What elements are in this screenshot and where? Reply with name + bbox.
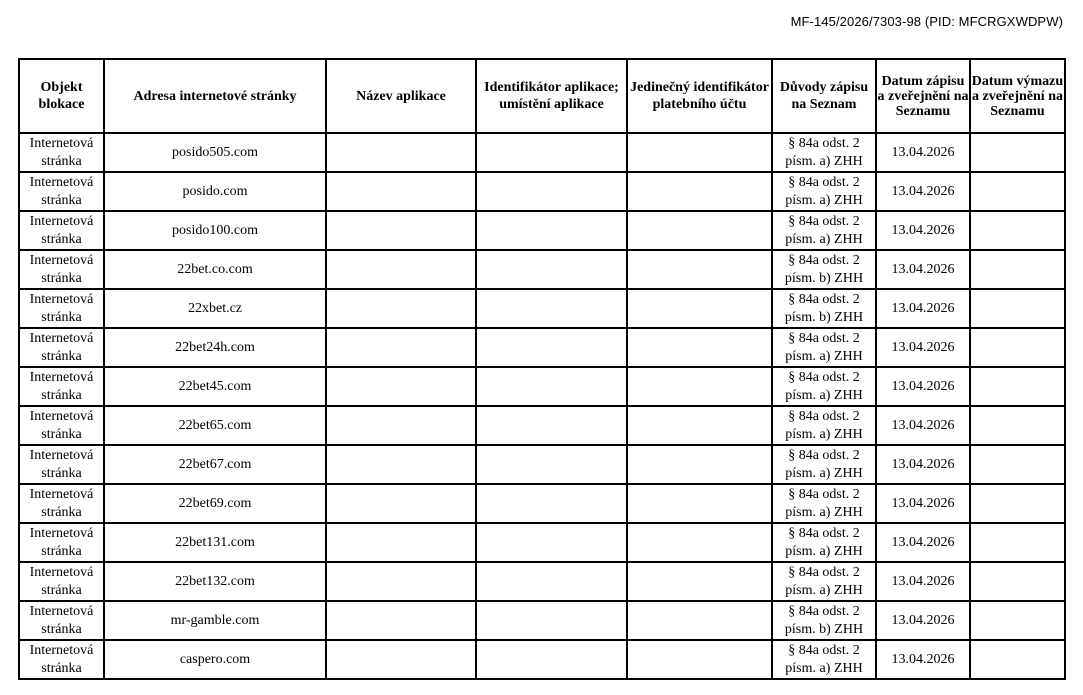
- table-row: [19, 562, 1065, 601]
- cell-object: Internetová stránka: [19, 445, 104, 484]
- cell-reason: § 84a odst. 2 písm. a) ZHH: [772, 523, 876, 562]
- cell-object: Internetová stránka: [19, 250, 104, 289]
- cell-address: 22xbet.cz: [104, 289, 326, 328]
- cell-date-removed: [970, 601, 1065, 640]
- cell-address: 22bet132.com: [104, 562, 326, 601]
- cell-reason: § 84a odst. 2 písm. b) ZHH: [772, 289, 876, 328]
- cell-app-name: [326, 250, 476, 289]
- cell-app-name: [326, 211, 476, 250]
- cell-reason: § 84a odst. 2 písm. b) ZHH: [772, 601, 876, 640]
- cell-payment-id: [627, 406, 772, 445]
- cell-app-id: [476, 328, 627, 367]
- cell-address: 22bet24h.com: [104, 328, 326, 367]
- cell-date-removed: [970, 211, 1065, 250]
- column-header-date-added: Datum zápisu a zveřejnění na Seznamu: [876, 59, 970, 133]
- table-body: [19, 133, 1065, 679]
- cell-reason: § 84a odst. 2 písm. a) ZHH: [772, 172, 876, 211]
- cell-date-added: 13.04.2026: [876, 328, 970, 367]
- cell-date-added: 13.04.2026: [876, 211, 970, 250]
- cell-object: Internetová stránka: [19, 172, 104, 211]
- cell-app-id: [476, 640, 627, 679]
- cell-app-id: [476, 484, 627, 523]
- cell-date-removed: [970, 328, 1065, 367]
- table-row: [19, 445, 1065, 484]
- cell-date-added: 13.04.2026: [876, 523, 970, 562]
- cell-app-name: [326, 328, 476, 367]
- cell-app-id: [476, 523, 627, 562]
- cell-app-name: [326, 367, 476, 406]
- cell-date-added: 13.04.2026: [876, 601, 970, 640]
- cell-payment-id: [627, 640, 772, 679]
- cell-app-id: [476, 406, 627, 445]
- cell-address: caspero.com: [104, 640, 326, 679]
- cell-app-name: [326, 484, 476, 523]
- cell-object: Internetová stránka: [19, 484, 104, 523]
- cell-app-name: [326, 640, 476, 679]
- table-header-row: [19, 59, 1065, 133]
- cell-date-added: 13.04.2026: [876, 406, 970, 445]
- cell-payment-id: [627, 367, 772, 406]
- cell-app-id: [476, 289, 627, 328]
- cell-object: Internetová stránka: [19, 523, 104, 562]
- cell-reason: § 84a odst. 2 písm. a) ZHH: [772, 562, 876, 601]
- table-row: [19, 172, 1065, 211]
- cell-app-id: [476, 601, 627, 640]
- cell-payment-id: [627, 523, 772, 562]
- cell-payment-id: [627, 172, 772, 211]
- column-header-app-id: Identifikátor aplikace; umístění aplikace: [476, 59, 627, 133]
- cell-date-added: 13.04.2026: [876, 250, 970, 289]
- cell-address: 22bet131.com: [104, 523, 326, 562]
- cell-object: Internetová stránka: [19, 367, 104, 406]
- cell-date-added: 13.04.2026: [876, 562, 970, 601]
- cell-date-removed: [970, 562, 1065, 601]
- cell-payment-id: [627, 445, 772, 484]
- table-row: [19, 289, 1065, 328]
- cell-app-id: [476, 562, 627, 601]
- cell-object: Internetová stránka: [19, 211, 104, 250]
- column-header-app-name: Název aplikace: [326, 59, 476, 133]
- cell-address: 22bet.co.com: [104, 250, 326, 289]
- cell-app-id: [476, 367, 627, 406]
- cell-payment-id: [627, 250, 772, 289]
- cell-date-removed: [970, 523, 1065, 562]
- cell-object: Internetová stránka: [19, 601, 104, 640]
- column-header-address: Adresa internetové stránky: [104, 59, 326, 133]
- column-header-object: Objekt blokace: [19, 59, 104, 133]
- cell-app-name: [326, 562, 476, 601]
- cell-payment-id: [627, 328, 772, 367]
- column-header-date-removed: Datum výmazu a zveřejnění na Seznamu: [970, 59, 1065, 133]
- cell-app-id: [476, 172, 627, 211]
- column-header-payment-id: Jedinečný identifikátor platebního účtu: [627, 59, 772, 133]
- cell-payment-id: [627, 601, 772, 640]
- cell-payment-id: [627, 133, 772, 172]
- table-row: [19, 523, 1065, 562]
- table-row: [19, 211, 1065, 250]
- cell-app-name: [326, 133, 476, 172]
- cell-app-name: [326, 445, 476, 484]
- cell-address: mr-gamble.com: [104, 601, 326, 640]
- cell-date-added: 13.04.2026: [876, 289, 970, 328]
- cell-date-added: 13.04.2026: [876, 133, 970, 172]
- cell-address: posido505.com: [104, 133, 326, 172]
- cell-app-name: [326, 523, 476, 562]
- cell-app-name: [326, 406, 476, 445]
- cell-date-removed: [970, 406, 1065, 445]
- cell-reason: § 84a odst. 2 písm. a) ZHH: [772, 640, 876, 679]
- cell-address: 22bet65.com: [104, 406, 326, 445]
- table-row: [19, 250, 1065, 289]
- cell-app-name: [326, 289, 476, 328]
- cell-date-added: 13.04.2026: [876, 484, 970, 523]
- cell-reason: § 84a odst. 2 písm. a) ZHH: [772, 328, 876, 367]
- blocking-list-table: [18, 58, 1066, 680]
- cell-date-removed: [970, 289, 1065, 328]
- cell-date-removed: [970, 640, 1065, 679]
- cell-address: posido.com: [104, 172, 326, 211]
- cell-app-id: [476, 250, 627, 289]
- cell-reason: § 84a odst. 2 písm. a) ZHH: [772, 367, 876, 406]
- cell-object: Internetová stránka: [19, 133, 104, 172]
- cell-date-removed: [970, 445, 1065, 484]
- cell-payment-id: [627, 211, 772, 250]
- cell-reason: § 84a odst. 2 písm. a) ZHH: [772, 133, 876, 172]
- cell-object: Internetová stránka: [19, 289, 104, 328]
- cell-object: Internetová stránka: [19, 406, 104, 445]
- cell-date-removed: [970, 133, 1065, 172]
- cell-app-id: [476, 211, 627, 250]
- cell-object: Internetová stránka: [19, 328, 104, 367]
- cell-reason: § 84a odst. 2 písm. b) ZHH: [772, 250, 876, 289]
- cell-payment-id: [627, 484, 772, 523]
- cell-payment-id: [627, 562, 772, 601]
- cell-reason: § 84a odst. 2 písm. a) ZHH: [772, 484, 876, 523]
- table-row: [19, 406, 1065, 445]
- cell-date-removed: [970, 250, 1065, 289]
- cell-date-added: 13.04.2026: [876, 445, 970, 484]
- table-row: [19, 640, 1065, 679]
- cell-address: posido100.com: [104, 211, 326, 250]
- cell-reason: § 84a odst. 2 písm. a) ZHH: [772, 211, 876, 250]
- table-row: [19, 367, 1065, 406]
- cell-date-removed: [970, 484, 1065, 523]
- cell-app-name: [326, 601, 476, 640]
- cell-address: 22bet45.com: [104, 367, 326, 406]
- column-header-reason: Důvody zápisu na Seznam: [772, 59, 876, 133]
- cell-object: Internetová stránka: [19, 562, 104, 601]
- cell-app-name: [326, 172, 476, 211]
- cell-object: Internetová stránka: [19, 640, 104, 679]
- cell-date-removed: [970, 367, 1065, 406]
- cell-payment-id: [627, 289, 772, 328]
- table-row: [19, 133, 1065, 172]
- cell-date-added: 13.04.2026: [876, 367, 970, 406]
- table-row: [19, 484, 1065, 523]
- cell-date-added: 13.04.2026: [876, 640, 970, 679]
- cell-address: 22bet69.com: [104, 484, 326, 523]
- table-row: [19, 601, 1065, 640]
- cell-address: 22bet67.com: [104, 445, 326, 484]
- cell-app-id: [476, 133, 627, 172]
- cell-date-removed: [970, 172, 1065, 211]
- cell-reason: § 84a odst. 2 písm. a) ZHH: [772, 445, 876, 484]
- cell-reason: § 84a odst. 2 písm. a) ZHH: [772, 406, 876, 445]
- table-row: [19, 328, 1065, 367]
- cell-app-id: [476, 445, 627, 484]
- cell-date-added: 13.04.2026: [876, 172, 970, 211]
- document-reference: MF-145/2026/7303-98 (PID: MFCRGXWDPW): [790, 14, 1063, 29]
